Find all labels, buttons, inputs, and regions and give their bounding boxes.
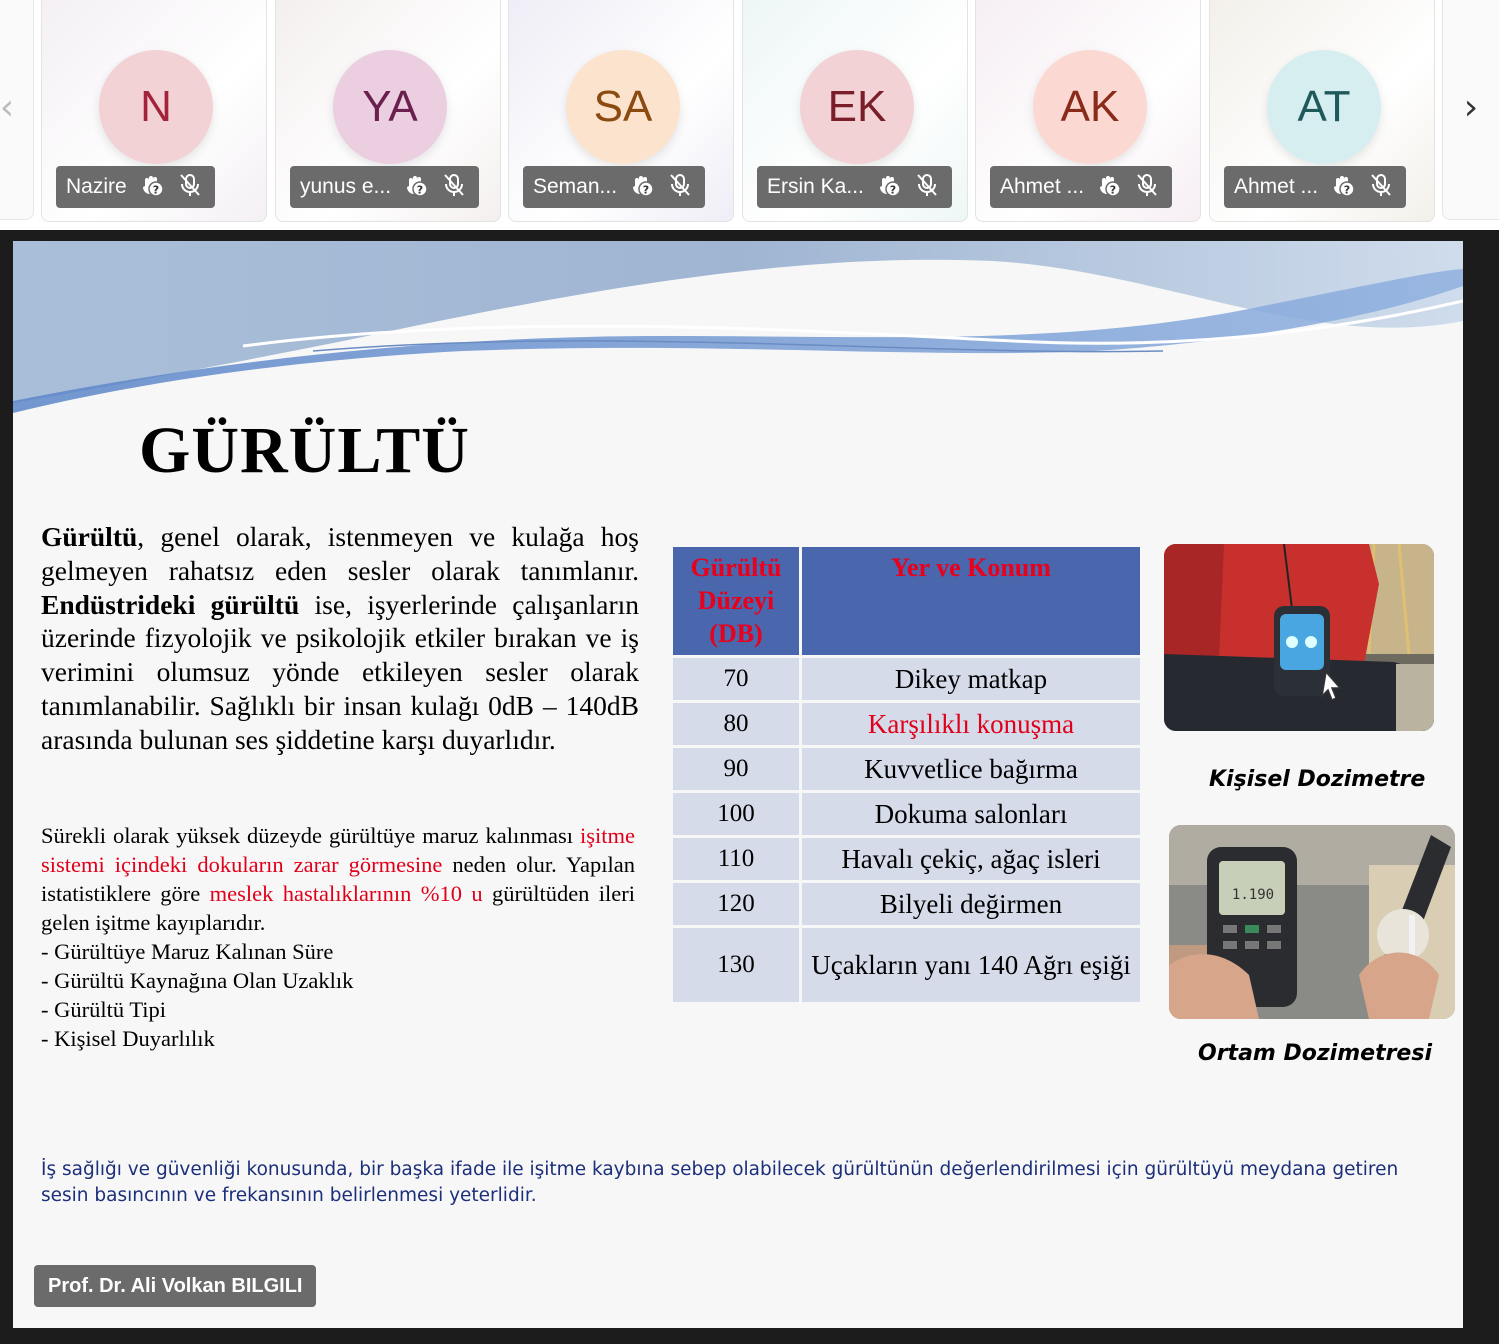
noise-level-cell: 100	[673, 793, 799, 835]
personal-dosimeter-image	[1164, 544, 1434, 731]
presentation-slide	[13, 241, 1463, 1328]
participant-name: Seman...	[533, 175, 618, 198]
table-row	[673, 748, 1140, 790]
participant-tile[interactable]	[1209, 0, 1435, 222]
participant-tile[interactable]	[508, 0, 734, 222]
participant-name-bar	[290, 166, 479, 208]
participant-name-bar	[1224, 166, 1406, 208]
noise-level-cell: 90	[673, 748, 799, 790]
svg-text:?: ?	[889, 183, 897, 196]
factor-item: - Kişisel Duyarlılık	[41, 1026, 215, 1051]
participant-tile[interactable]	[41, 0, 267, 222]
intro-paragraph	[41, 520, 639, 757]
mic-off-icon	[177, 172, 203, 203]
participant-tile[interactable]	[975, 0, 1201, 222]
avatar: EK	[800, 50, 914, 164]
location-cell: Bilyeli değirmen	[802, 883, 1140, 925]
raise-hand-icon	[629, 172, 655, 203]
table-header-place: Yer ve Konum	[802, 547, 1140, 655]
participant-name: Nazire	[66, 175, 127, 198]
slide-wave-decoration	[13, 241, 1463, 416]
location-cell: Uçakların yanı 140 Ağrı eşiği	[802, 928, 1140, 1002]
location-cell: Havalı çekiç, ağaç isleri	[802, 838, 1140, 880]
avatar: AK	[1033, 50, 1147, 164]
participant-name: Ahmet ...	[1234, 175, 1319, 198]
avatar: AT	[1267, 50, 1381, 164]
table-row	[673, 883, 1140, 925]
svg-text:?: ?	[416, 183, 424, 196]
svg-text:?: ?	[1109, 183, 1117, 196]
avatar: SA	[566, 50, 680, 164]
noise-level-cell: 130	[673, 928, 799, 1002]
shared-screen	[0, 230, 1499, 1344]
svg-text:?: ?	[642, 183, 650, 196]
noise-level-cell: 70	[673, 658, 799, 700]
detail-text: neden olur. Yapılan istatistiklere göre	[41, 852, 635, 906]
presenter-name-label: Prof. Dr. Ali Volkan BILGILI	[34, 1265, 316, 1307]
table-row	[673, 658, 1140, 700]
noise-level-cell: 110	[673, 838, 799, 880]
slide-title: GÜRÜLTÜ	[139, 414, 470, 487]
avatar: YA	[333, 50, 447, 164]
participant-name-bar	[523, 166, 705, 208]
detail-text: gürültüden ileri gelen işitme kayıplarıdır.	[41, 881, 636, 935]
intro-text: , genel olarak, istenmeyen ve kulağa hoş gelmeyen rahatsız eden sesler olarak tanımlanır.	[41, 521, 639, 586]
mic-off-icon	[1368, 172, 1394, 203]
participant-name-bar	[757, 166, 952, 208]
table-header-level: Gürültü Düzeyi (DB)	[673, 547, 799, 655]
detail-text: Sürekli olarak yüksek düzeyde gürültüye maruz kalınması	[41, 823, 580, 848]
participant-name-bar	[990, 166, 1172, 208]
factor-item: - Gürültüye Maruz Kalınan Süre	[41, 939, 334, 964]
raise-hand-icon	[403, 172, 429, 203]
noise-level-table	[670, 544, 1143, 1005]
location-cell: Dokuma salonları	[802, 793, 1140, 835]
participant-name: yunus e...	[300, 175, 392, 198]
slide-footnote: İş sağlığı ve güvenliği konusunda, bir başka ifade ile işitme kaybına sebep olabilecek gürültünün değerlendirilmesi için gürültüyü meydana getiren sesin basıncının ve frekansının belirlenmesi yeterlidir.	[41, 1159, 1399, 1206]
detail-highlight: meslek hastalıklarının %10 u	[209, 881, 483, 906]
participant-tile[interactable]	[275, 0, 501, 222]
mic-off-icon	[1134, 172, 1160, 203]
location-cell: Karşılıklı konuşma	[802, 703, 1140, 745]
participant-name: Ersin Ka...	[767, 175, 864, 198]
table-row	[673, 793, 1140, 835]
noise-level-cell: 80	[673, 703, 799, 745]
participant-name-bar	[56, 166, 215, 208]
factor-item: - Gürültü Tipi	[41, 997, 167, 1022]
location-cell: Dikey matkap	[802, 658, 1140, 700]
raise-hand-icon	[139, 172, 165, 203]
location-cell: Kuvvetlice bağırma	[802, 748, 1140, 790]
mic-off-icon	[441, 172, 467, 203]
svg-text:?: ?	[1343, 183, 1351, 196]
mic-off-icon	[914, 172, 940, 203]
intro-bold-term: Endüstrideki gürültü	[41, 588, 300, 620]
table-row	[673, 928, 1140, 1002]
mic-off-icon	[667, 172, 693, 203]
participant-tile[interactable]	[742, 0, 968, 222]
ambient-dosimeter-image	[1169, 825, 1455, 1019]
participant-strip	[0, 0, 1499, 230]
intro-bold-term: Gürültü	[41, 521, 138, 552]
participant-name: Ahmet ...	[1000, 175, 1085, 198]
noise-level-cell: 120	[673, 883, 799, 925]
raise-hand-icon	[1330, 172, 1356, 203]
svg-text:?: ?	[152, 183, 159, 196]
device-display: 1.190	[1231, 887, 1275, 903]
detail-paragraph	[41, 821, 635, 1053]
avatar: N	[99, 50, 213, 164]
table-row	[673, 838, 1140, 880]
raise-hand-icon	[876, 172, 902, 203]
personal-dosimeter-caption: Kişisel Dozimetre	[1209, 767, 1426, 792]
detail-highlight: işitme sistemi içindeki dokuların zarar görmesine	[41, 823, 635, 877]
table-row	[673, 703, 1140, 745]
intro-text: ise, işyerlerinde çalışanların üzerinde fizyolojik ve psikolojik etkiler bırakan ve iş verimini olumsuz yönde etkileyen sesler olarak tanımlanabilir. Sağlıklı bir insan kulağı 0dB – 140dB arasında bulunan ses şiddetine karşı duyarlıdır.	[41, 588, 639, 755]
chevron-left-icon[interactable]: ‹	[0, 87, 15, 128]
chevron-right-icon[interactable]: ›	[1463, 87, 1479, 128]
factor-item: - Gürültü Kaynağına Olan Uzaklık	[41, 968, 354, 993]
ambient-dosimeter-caption: Ortam Dozimetresi	[1198, 1041, 1432, 1066]
raise-hand-icon	[1096, 172, 1122, 203]
